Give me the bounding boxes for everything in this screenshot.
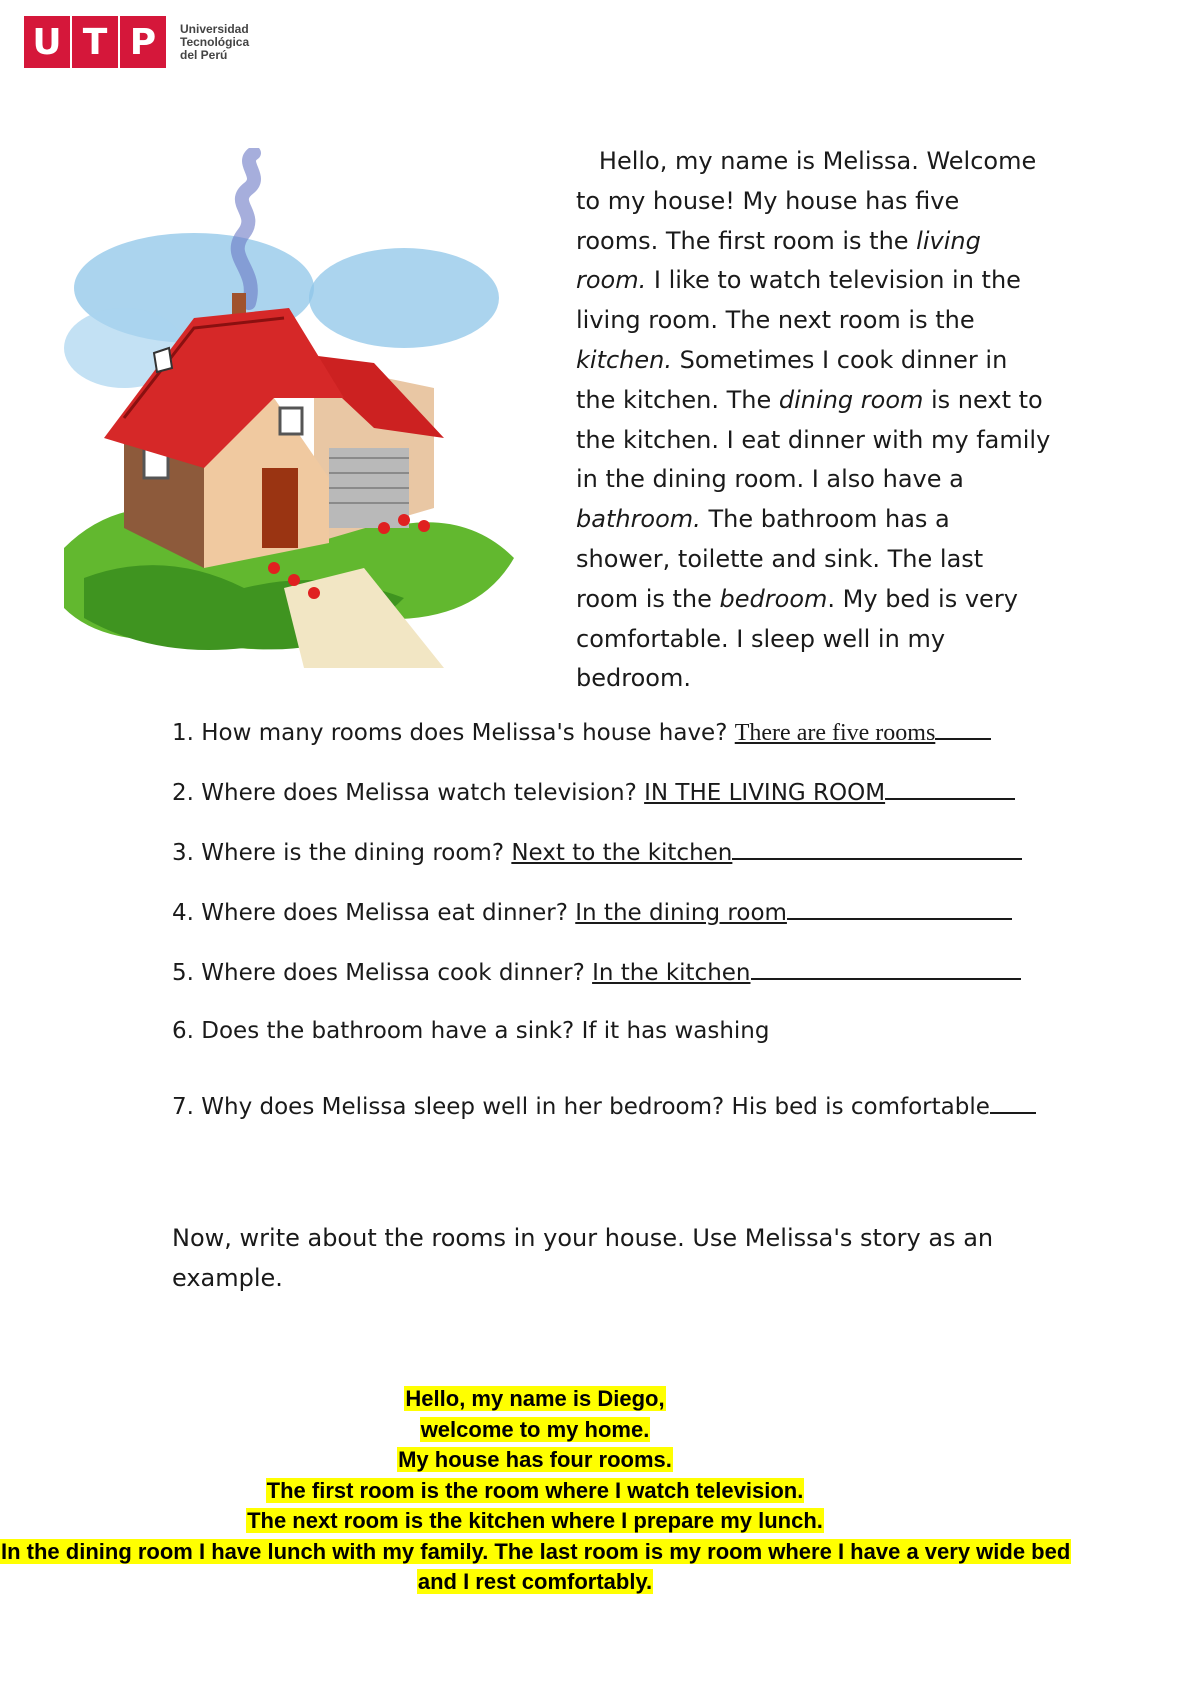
- story-line: bedroom.: [576, 664, 691, 693]
- story-line: to my house! My house has five: [576, 186, 960, 215]
- answer-6: If it has washing: [581, 1018, 770, 1044]
- answer-4: In the dining room: [575, 900, 787, 926]
- answer-5: In the kitchen: [592, 960, 751, 986]
- question-4: 4. Where does Melissa eat dinner? In the dining room: [172, 898, 1012, 926]
- story-line: kitchen. Sometimes I cook dinner in: [576, 345, 1008, 374]
- story-line: the kitchen. I eat dinner with my family: [576, 425, 1051, 454]
- question-7: 7. Why does Melissa sleep well in her bedroom? His bed is comfortable: [172, 1092, 1036, 1120]
- logo-letter-u: U: [24, 16, 70, 68]
- question-2: 2. Where does Melissa watch television? IN THE LIVING ROOM: [172, 778, 1015, 806]
- story-line: room is the bedroom. My bed is very: [576, 584, 1018, 613]
- story-line: shower, toilette and sink. The last: [576, 544, 984, 573]
- story-line: rooms. The first room is the living: [576, 226, 981, 255]
- answer-1: There are five rooms: [734, 720, 936, 746]
- logo-letter-p: P: [120, 16, 166, 68]
- answer-2: IN THE LIVING ROOM: [644, 780, 886, 806]
- story-line: bathroom. The bathroom has a: [576, 505, 950, 534]
- answer-line: The first room is the room where I watch television.: [266, 1477, 804, 1503]
- answer-line: Hello, my name is Diego,: [405, 1386, 665, 1411]
- question-1: 1. How many rooms does Melissa's house have? There are five rooms: [172, 718, 991, 747]
- answer-blank: [885, 778, 1015, 800]
- answer-blank: [990, 1092, 1036, 1114]
- answer-blank: [732, 838, 1022, 860]
- question-5: 5. Where does Melissa cook dinner? In the kitchen: [172, 958, 1021, 986]
- writing-prompt: Now, write about the rooms in your house. Use Melissa's story as an example.: [172, 1224, 994, 1292]
- utp-logo: [24, 16, 249, 68]
- answer-3: Next to the kitchen: [511, 840, 733, 866]
- student-answer: [0, 1384, 1070, 1598]
- story-line: in the dining room. I also have a: [576, 465, 964, 494]
- house-illustration: [44, 148, 534, 688]
- logo-letter-t: T: [72, 16, 118, 68]
- story-line: the kitchen. The dining room is next to: [576, 385, 1043, 414]
- answer-7: His bed is comfortable: [731, 1094, 990, 1120]
- answer-blank: [751, 958, 1021, 980]
- question-3: 3. Where is the dining room? Next to the kitchen: [172, 838, 1022, 866]
- story-line: comfortable. I sleep well in my: [576, 624, 946, 653]
- story-line: Hello, my name is Melissa. Welcome: [598, 147, 1037, 175]
- logo-university-name: Universidad Tecnológica del Perú: [180, 21, 250, 62]
- story-line: room. I like to watch television in the: [576, 266, 1021, 295]
- answer-blank: [935, 718, 991, 740]
- answer-blank: [787, 898, 1012, 920]
- answer-line: welcome to my home.: [420, 1416, 650, 1442]
- story-line: living room. The next room is the: [576, 306, 975, 335]
- answer-line: In the dining room I have lunch with my family. The last room is my room where I have a very wide bed: [1, 1538, 1071, 1564]
- answer-line: and I rest comfortably.: [417, 1569, 653, 1594]
- answer-line: My house has four rooms.: [398, 1447, 672, 1472]
- question-6: 6. Does the bathroom have a sink? If it has washing: [172, 1018, 770, 1044]
- story-paragraph: [576, 142, 1051, 699]
- answer-line: The next room is the kitchen where I prepare my lunch.: [247, 1508, 823, 1533]
